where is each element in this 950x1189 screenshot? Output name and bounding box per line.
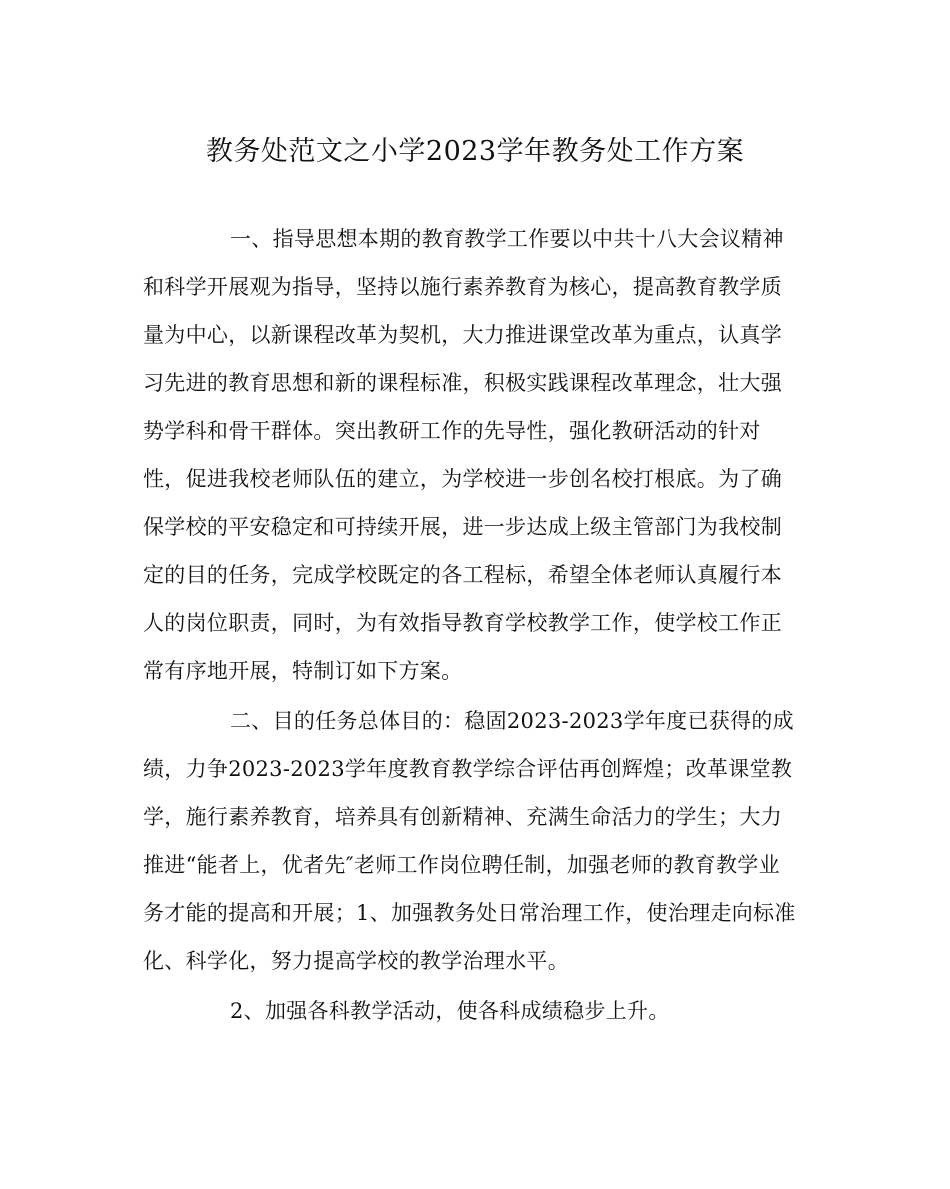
paragraph-2-line-6: 化、科学化，努力提高学校的教学治理水平。: [143, 949, 569, 973]
paragraph-1-line-10: 常有序地开展，特制订如下方案。: [143, 659, 463, 683]
paragraph-1-line-2: 和科学开展观为指导，坚持以施行素养教育为核心，提高教育教学质: [143, 275, 782, 299]
paragraph-3-line-1: 2、加强各科教学活动，使各科成绩稳步上升。: [230, 999, 670, 1023]
paragraph-1-line-6: 性，促进我校老师队伍的建立，为学校进一步创名校打根底。为了确: [143, 467, 782, 491]
paragraph-1-line-7: 保学校的平安稳定和可持续开展，进一步达成上级主管部门为我校制: [143, 515, 782, 539]
paragraph-2-line-5: 务才能的提高和开展；1、加强教务处日常治理工作，使治理走向标准: [143, 901, 796, 925]
paragraph-2-line-1: 二、目的任务总体目的：稳固2023-2023学年度已获得的成: [230, 709, 794, 733]
paragraph-1-line-8: 定的目的任务，完成学校既定的各工程标，希望全体老师认真履行本: [143, 563, 782, 587]
paragraph-2-line-2: 绩，力争2023-2023学年度教育教学综合评估再创辉煌；改革课堂教: [143, 757, 793, 781]
paragraph-1-line-5: 势学科和骨干群体。突出教研工作的先导性，强化教研活动的针对: [143, 419, 761, 443]
paragraph-1-line-9: 人的岗位职责，同时，为有效指导教育学校教学工作，使学校工作正: [143, 611, 782, 635]
paragraph-1-line-4: 习先进的教育思想和新的课程标准，积极实践课程改革理念，壮大强: [143, 371, 782, 395]
paragraph-1-line-3: 量为中心，以新课程改革为契机，大力推进课堂改革为重点，认真学: [143, 323, 782, 347]
paragraph-2-line-4: 推进“能者上，优者先″老师工作岗位聘任制，加强老师的教育教学业: [143, 853, 780, 877]
paragraph-2-line-3: 学，施行素养教育，培养具有创新精神、充满生命活力的学生；大力: [143, 805, 782, 829]
document-title: 教务处范文之小学2023学年教务处工作方案: [205, 136, 745, 167]
paragraph-1-line-1: 一、指导思想本期的教育教学工作要以中共十八大会议精神: [230, 227, 784, 251]
